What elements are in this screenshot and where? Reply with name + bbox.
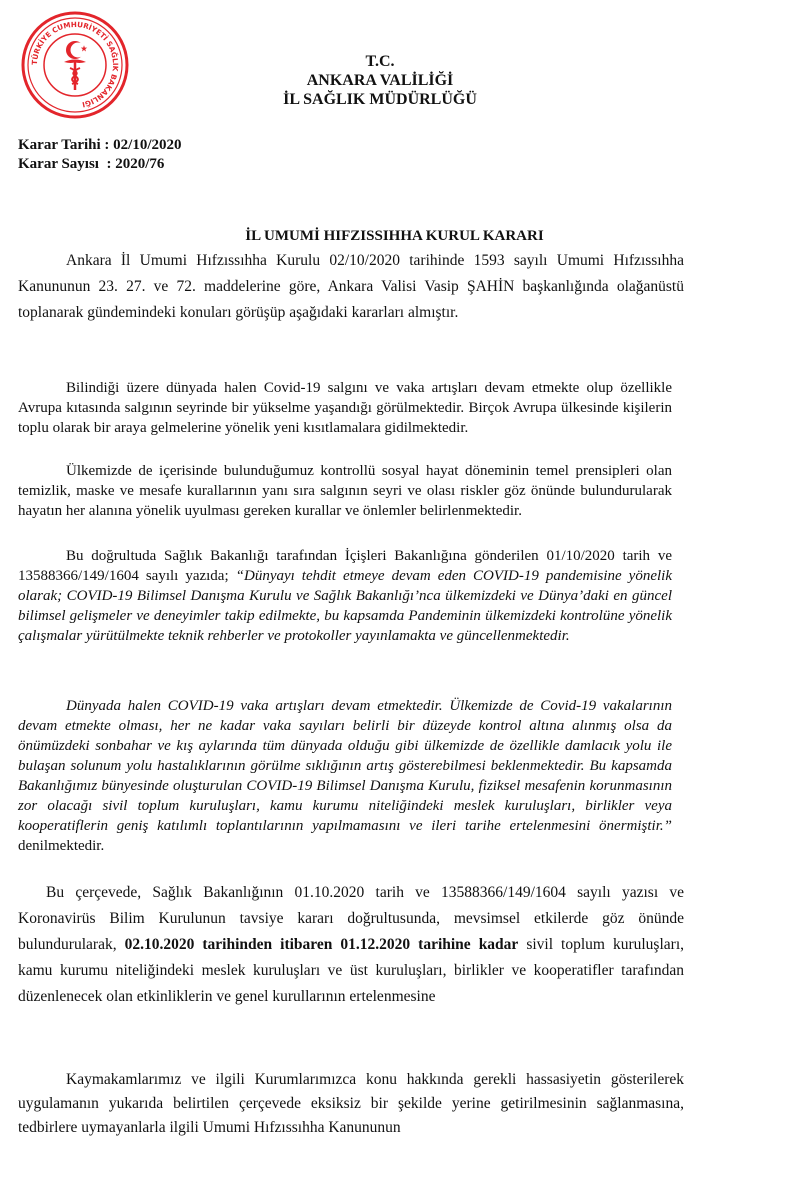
ministry-letter-quote: “Dünyayı tehdit etmeye devam eden COVID-19 pandemisine yönelik olarak; COVID-19 Bilimsel Danışma Kurulu ve Sağlık Bakanlığı’nca ülkemizdeki ve Dünya’daki en güncel bilimsel gelişmeler ve deneyimler takip edilmekte, bu kapsamda Pandeminin ülkemizdeki kontrolüne yönelik çalışmalar yürütülmekte teknik rehberler ve protokoller yayınlamakta ve güncellenmektedir. xyxy=(18,568,672,644)
covid-quote-tail: denilmektedir. xyxy=(18,838,105,854)
paragraph-decision xyxy=(18,880,684,1010)
intro-paragraph: Ankara İl Umumi Hıfzıssıhha Kurulu 02/10/2020 tarihinde 1593 sayılı Umumi Hıfzıssıhha Kanununun 23. 27. ve 72. maddelerine göre, Ankara Valisi Vasip ŞAHİN başkanlığında olağanüstü toplanarak gündemindeki konuları görüşüp aşağıdaki kararları almıştır. xyxy=(18,252,684,321)
decision-text-a: Bu çerçevede, Sağlık Bakanlığının 01.10.2020 tarih ve 13588366/149/1604 sayılı yazısı ve Koronavirüs Bilim Kurulunun tavsiye kararı doğrultusunda, mevsimsel etkilerde göz önünde bulundurularak, xyxy=(18,884,684,953)
decision-date-range: 02.10.2020 tarihinden itibaren 01.12.2020 tarihine kadar xyxy=(124,936,519,953)
logo-ring-text: TÜRKİYE CUMHURİYETİ SAĞLIK BAKANLIĞI xyxy=(29,19,121,110)
paragraph-europe: Bilindiği üzere dünyada halen Covid-19 salgını ve vaka artışları devam etmekte olup özellikle Avrupa kıtasında salgının seyrinde bir yükselme yaşandığı görülmektedir. Birçok Avrupa ülkesinde kişilerin toplu olarak bir araya gelmelerine yönelik yeni kısıtlamalara gidilmektedir. xyxy=(18,380,672,436)
document-title: İL UMUMİ HIFZISSIHHA KURUL KARARI xyxy=(245,228,544,244)
paragraph-rules: Ülkemizde de içerisinde bulunduğumuz kontrollü sosyal hayat döneminin temel prensipleri olan temizlik, maske ve mesafe kurallarının yanı sıra salgının seyri ve olası riskler göz önünde bulundurularak hayatın her alanına yönelik uyulması gereken kurallar ve önlemler belirlenmektedir. xyxy=(18,463,672,519)
covid-quote-text: Dünyada halen COVID-19 vaka artışları devam etmektedir. Ülkemizde de Covid-19 vakalarının devam etmekte olması, her ne kadar vaka sayıları belirli bir düzeyde kontrol altına alınmış olsa da önümüzdeki sonbahar ve kış aylarında tüm dünyada olduğu gibi ülkemizde de özellikle damlacık yolu ile bulaşan solunum yolu hastalıklarının görülme sıklığının artış gösterebilmesi beklenmektedir. Bu kapsamda Bakanlığımız bünyesinde oluşturulan COVID-19 Bilimsel Danışma Kurulu, fiziksel mesafenin korunmasının zor olacağı sivil toplum kuruluşları, kamu kurumu niteliğindeki meslek kuruluşları, birlikler veya kooperatiflerin geniş katılımlı toplantılarının yapılmamasını ve ileri tarihe ertelenmesini önermiştir.” xyxy=(18,698,672,834)
ministry-logo xyxy=(20,10,130,120)
paragraph-ministry-letter xyxy=(18,546,672,646)
paragraph-enforcement: Kaymakamlarımız ve ilgili Kurumlarımızca konu hakkında gerekli hassasiyetin gösterilerek uygulamanın yukarıda belirtilen çerçevede eksiksiz bir şekilde yerine getirilmesinin sağlanmasına, tedbirlere uymayanlarla ilgili Umumi Hıfzıssıhha Kanununun xyxy=(18,1071,684,1136)
decision-number: Karar Sayısı : 2020/76 xyxy=(18,156,165,172)
ministry-letter-text: Bu doğrultuda Sağlık Bakanlığı tarafından İçişleri Bakanlığına gönderilen 01/10/2020 tarih ve 13588366/149/1604 sayılı yazıda; xyxy=(18,548,672,584)
header-governorship: ANKARA VALİLİĞİ xyxy=(306,72,454,89)
decision-text-b: sivil toplum kuruluşları, kamu kurumu niteliğindeki meslek kuruluşları ve üst kuruluşları, birlikler ve kooperatifler tarafından düzenlenecek olan etkinliklerin ve genel kurullarının ertelenmesine xyxy=(18,936,684,1005)
header-tc: T.C. xyxy=(365,53,395,70)
header-directorate: İL SAĞLIK MÜDÜRLÜĞÜ xyxy=(283,91,477,108)
paragraph-covid-quote xyxy=(18,696,672,856)
decision-date: Karar Tarihi : 02/10/2020 xyxy=(18,137,182,153)
